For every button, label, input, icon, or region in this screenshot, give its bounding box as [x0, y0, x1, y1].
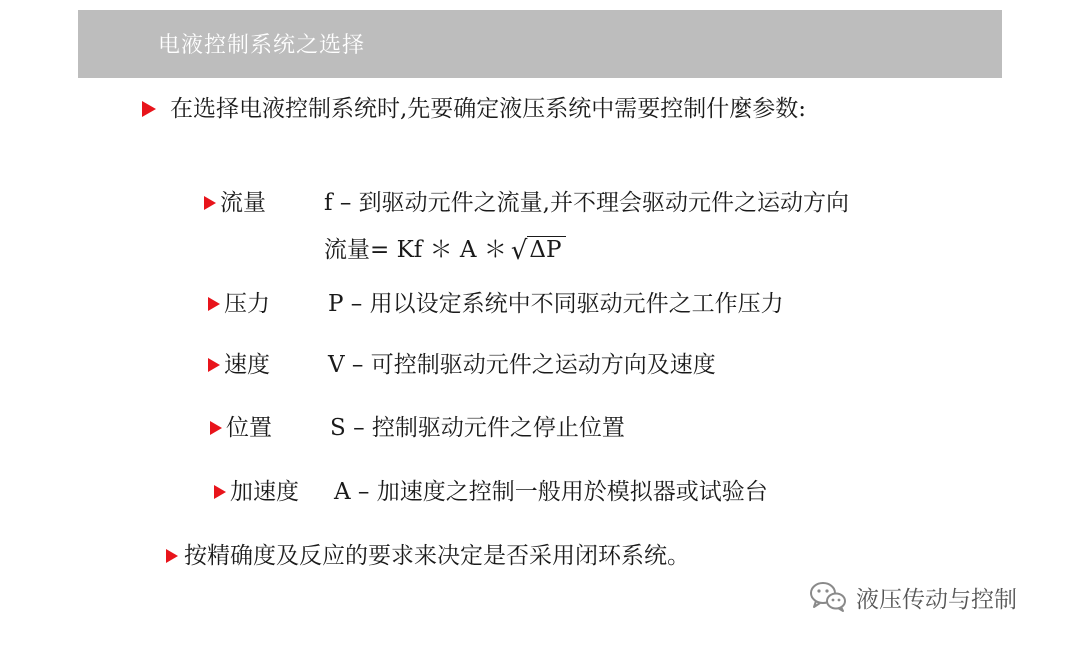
conclusion-text: 按精确度及反应的要求来决定是否采用闭环系统。: [184, 543, 690, 569]
bullet-triangle-icon: [142, 101, 156, 117]
intro-text: 在选择电液控制系统时,先要确定液压系统中需要控制什麼参数:: [170, 96, 807, 122]
bullet-triangle-icon: [166, 549, 178, 563]
param-desc-flow: f – 到驱动元件之流量,并不理会驱动元件之运动方向: [324, 190, 849, 216]
param-term-pressure: 压力: [224, 291, 270, 317]
slide-title: 电液控制系统之选择: [158, 33, 366, 58]
bullet-triangle-icon: [204, 196, 216, 210]
watermark: [808, 580, 1017, 614]
bullet-triangle-icon: [214, 485, 226, 499]
param-term-position: 位置: [226, 415, 272, 441]
formula-lhs: 流量= Kf ＊ A ＊: [324, 237, 507, 263]
bullet-triangle-icon: [208, 297, 220, 311]
square-root-sign-icon: √: [510, 236, 528, 266]
wechat-icon: [808, 580, 848, 614]
param-desc-acceleration: A – 加速度之控制一般用於模拟器或试验台: [334, 479, 768, 505]
param-desc-pressure: P – 用以设定系统中不同驱动元件之工作压力: [328, 291, 784, 317]
flow-formula: [324, 236, 566, 266]
bullet-triangle-icon: [210, 421, 222, 435]
param-term-acceleration: 加速度: [230, 479, 299, 505]
param-term-speed: 速度: [224, 352, 270, 378]
param-term-flow: 流量: [220, 190, 266, 216]
bullet-triangle-icon: [208, 358, 220, 372]
param-desc-position: S – 控制驱动元件之停止位置: [330, 415, 625, 441]
square-root: [510, 236, 566, 266]
watermark-text: 液压传动与控制: [856, 586, 1017, 613]
formula-radicand: ΔP: [527, 236, 565, 262]
param-desc-speed: V – 可控制驱动元件之运动方向及速度: [328, 352, 716, 378]
